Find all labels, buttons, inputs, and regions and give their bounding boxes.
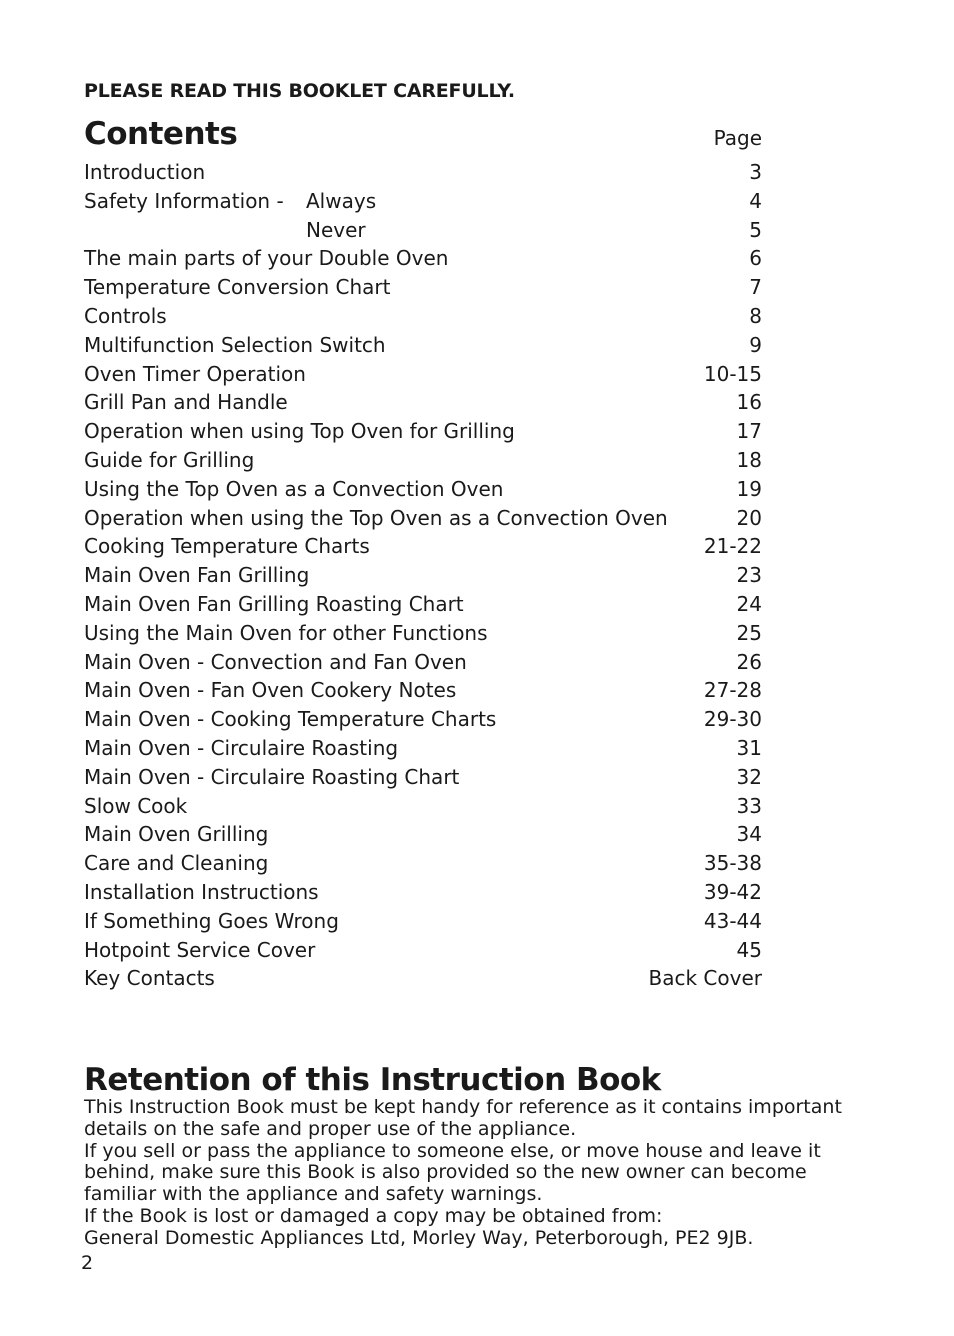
toc-row [84,302,762,331]
toc-entry-page: 21-22 [703,534,762,559]
toc-row [84,648,762,677]
toc-entry-page: 33 [736,793,762,818]
toc-row [84,792,762,821]
table-of-contents [84,158,762,993]
toc-row [84,244,762,273]
page-column-label: Page [713,126,762,150]
toc-entry-title: Safety Information - [84,188,284,213]
toc-entry-page: 35-38 [703,851,762,876]
toc-entry-title: Oven Timer Operation [84,361,306,386]
toc-entry-page: 17 [736,419,762,444]
toc-row [84,187,762,216]
toc-entry-page: 27-28 [703,678,762,703]
toc-row [84,734,762,763]
toc-entry-title: Using the Top Oven as a Convection Oven [84,476,504,501]
toc-entry-page: 26 [736,649,762,674]
toc-entry-title: Introduction [84,160,206,184]
toc-entry-page: 24 [736,591,762,616]
retention-text [84,1097,864,1250]
toc-entry-title: Key Contacts [84,966,215,991]
toc-entry-page: 25 [736,620,762,645]
toc-entry-page: 8 [749,303,762,328]
toc-entry-page: 45 [736,937,762,962]
toc-entry-title: If Something Goes Wrong [84,908,339,933]
toc-entry-title: Operation when using Top Oven for Grilling [84,419,515,444]
toc-entry-page: 19 [736,476,762,501]
toc-row [84,388,762,417]
toc-entry-page: 6 [749,246,762,271]
toc-entry-title: Main Oven Grilling [84,822,269,847]
toc-entry-page: 4 [749,188,762,213]
toc-entry-title: Main Oven - Circulaire Roasting [84,735,399,760]
toc-row [84,907,762,936]
toc-row [84,417,762,446]
notice-heading: PLEASE READ THIS BOOKLET CAREFULLY. [84,80,515,102]
toc-entry-page: 18 [736,447,762,472]
contents-header [84,116,762,156]
retention-title: Retention of this Instruction Book [84,1062,661,1098]
toc-entry-page: 9 [749,332,762,357]
retention-line: If you sell or pass the appliance to someone else, or move house and leave it [84,1139,821,1162]
retention-line: This Instruction Book must be kept handy for reference as it contains important [84,1096,842,1118]
toc-entry-title: Operation when using the Top Oven as a Convection Oven [84,505,668,530]
toc-row [84,590,762,619]
toc-entry-page: 39-42 [703,879,762,904]
toc-entry-title: Installation Instructions [84,879,319,904]
toc-entry-title: Guide for Grilling [84,447,255,472]
toc-entry-page: 34 [736,822,762,847]
toc-entry-title: Care and Cleaning [84,851,269,876]
toc-entry-title: Main Oven Fan Grilling Roasting Chart [84,591,464,616]
toc-row [84,820,762,849]
toc-row [84,936,762,965]
retention-line: General Domestic Appliances Ltd, Morley Way, Peterborough, PE2 9JB. [84,1226,754,1249]
toc-entry-page: 3 [749,160,762,184]
toc-entry-subtitle: Never [306,217,366,242]
toc-entry-page: 10-15 [703,361,762,386]
toc-row [84,763,762,792]
toc-entry-page: 23 [736,563,762,588]
page-number: 2 [81,1252,94,1274]
toc-entry-page: 5 [749,217,762,242]
toc-row [84,561,762,590]
retention-line: behind, make sure this Book is also provided so the new owner can become [84,1161,807,1184]
toc-row [84,273,762,302]
toc-row [84,158,762,187]
toc-row [84,964,762,993]
toc-row [84,331,762,360]
toc-entry-title: Using the Main Oven for other Functions [84,620,488,645]
toc-row [84,360,762,389]
toc-entry-title: Temperature Conversion Chart [84,275,391,300]
toc-entry-title: Slow Cook [84,793,188,818]
toc-row [84,705,762,734]
toc-entry-title: Grill Pan and Handle [84,390,288,415]
toc-entry-title: Main Oven - Fan Oven Cookery Notes [84,678,457,703]
retention-line: If the Book is lost or damaged a copy may be obtained from: [84,1204,663,1227]
toc-row [84,475,762,504]
toc-row [84,849,762,878]
toc-row [84,532,762,561]
toc-entry-title: Main Oven - Circulaire Roasting Chart [84,764,460,789]
toc-row [84,216,762,245]
toc-entry-title: Main Oven - Convection and Fan Oven [84,649,467,674]
retention-line: details on the safe and proper use of the appliance. [84,1117,577,1140]
toc-entry-page: 7 [749,275,762,300]
toc-row [84,446,762,475]
toc-entry-title: Multifunction Selection Switch [84,332,386,357]
toc-entry-subtitle: Always [306,188,377,213]
toc-row [84,504,762,533]
toc-entry-page: 31 [736,735,762,760]
toc-entry-title: Cooking Temperature Charts [84,534,370,559]
toc-entry-title: Main Oven - Cooking Temperature Charts [84,707,497,732]
toc-entry-page: 16 [736,390,762,415]
toc-row [84,619,762,648]
retention-line: familiar with the appliance and safety warnings. [84,1183,543,1206]
toc-entry-title: The main parts of your Double Oven [84,246,449,271]
toc-entry-page: Back Cover [648,966,762,991]
toc-entry-page: 43-44 [703,908,762,933]
toc-entry-page: 20 [736,505,762,530]
toc-row [84,878,762,907]
toc-entry-title: Controls [84,303,167,328]
toc-entry-page: 32 [736,764,762,789]
contents-title: Contents [84,116,238,152]
toc-entry-title: Hotpoint Service Cover [84,937,316,962]
toc-row [84,676,762,705]
toc-entry-page: 29-30 [703,707,762,732]
toc-entry-title: Main Oven Fan Grilling [84,563,310,588]
